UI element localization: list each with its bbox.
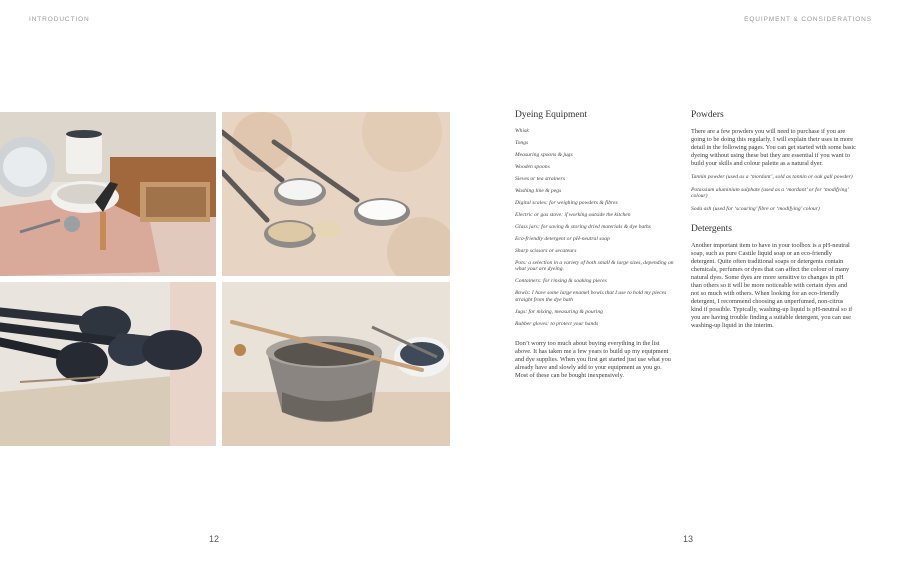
photo-spoons-with-powders [222,112,450,276]
equipment-item: Washing line & pegs [515,187,562,194]
equipment-column [515,110,675,380]
equipment-item: Jugs: for mixing, measuring & pouring [515,308,603,315]
powders-intro-paragraph: There are a few powders you will need to purchase if you are going to be doing this regularly. I will explain their uses in more detail in the following pages. You can get started with some basic dyeing without using these but they are essential if you want to build your skills and colour palette as a natural dyer. [691,128,856,167]
equipment-item: Rubber gloves: to protect your hands [515,320,599,327]
equipment-item: Pots: a selection in a variety of both small & large sizes, depending on what your are dyeing. [515,259,674,273]
detergents-paragraph: Another important item to have in your toolbox is a pH-neutral soap, such as pure Castile liquid soap or an eco-friendly detergent. Quite often traditional soaps or detergents contain chemicals, perfumes or dyes that can affect the colour of many natural dyes. Some dyes are more sensitive to changes in pH than others so it will be more noticeable with certain dyes and not so much with others. When looking for an eco-friendly detergent, I recommend choosing an unperfumed, non-citrus kind if possible. Typically, washing-up liquid is pH-neutral so if you are having trouble finding a suitable detergent, you can use washing-up liquid in the interim. [691,242,853,330]
running-header-right: EQUIPMENT & CONSIDERATIONS [744,16,872,23]
equipment-item: Electric or gas stove: if working outside the kitchen [515,211,631,218]
equipment-item: Digital scales: for weighing powders & fibres [515,199,618,206]
equipment-item: Tongs [515,139,529,146]
photo-pot-with-stick [222,282,450,446]
equipment-item: Sieves or tea strainers [515,175,565,182]
running-header-left: INTRODUCTION [29,16,90,23]
equipment-item: Wooden spoons [515,163,550,170]
equipment-item: Bowls: I have some large enamel bowls that I use to hold my pieces straight from the dye bath [515,290,667,303]
equipment-list [515,128,675,328]
photo-colander-kitchen-tools [0,112,216,276]
equipment-item: Whisk [515,128,529,134]
equipment-closing-paragraph: Don’t worry too much about buying everything in the list above. It has taken me a few years to build up my equipment and dye supplies. When you first get started just use what you already have and slowly add to your equipment as you go. Most of these can be bought inexpensively. [515,339,671,379]
equipment-item: Glass jars: for saving & storing dried materials & dye baths [515,223,651,230]
equipment-item: Eco-friendly detergent or pH-neutral soap [515,235,610,242]
page-number-right: 13 [683,534,694,544]
equipment-item: Sharp scissors or secateurs [515,247,577,254]
powder-item: Tannin powder (used as a ‘mordant’, sold as tannin or oak gall powder) [691,174,853,180]
detergents-heading: Detergents [691,224,732,235]
equipment-heading: Dyeing Equipment [515,110,588,120]
powders-heading: Powders [691,110,724,120]
equipment-item: Measuring spoons & jugs [515,151,573,158]
powders-column [691,110,856,330]
powder-item: Soda ash (used for ‘scouring’ fibre or ‘modifying’ colour) [691,205,820,212]
page-number-left: 12 [209,534,220,544]
photo-wooden-spoons [0,282,216,446]
equipment-item: Containers: for rinsing & soaking pieces [515,278,607,285]
powder-item: Potassium aluminium sulphate (used as a ‘mordant’ or for ‘modifying’ colour) [691,186,849,200]
